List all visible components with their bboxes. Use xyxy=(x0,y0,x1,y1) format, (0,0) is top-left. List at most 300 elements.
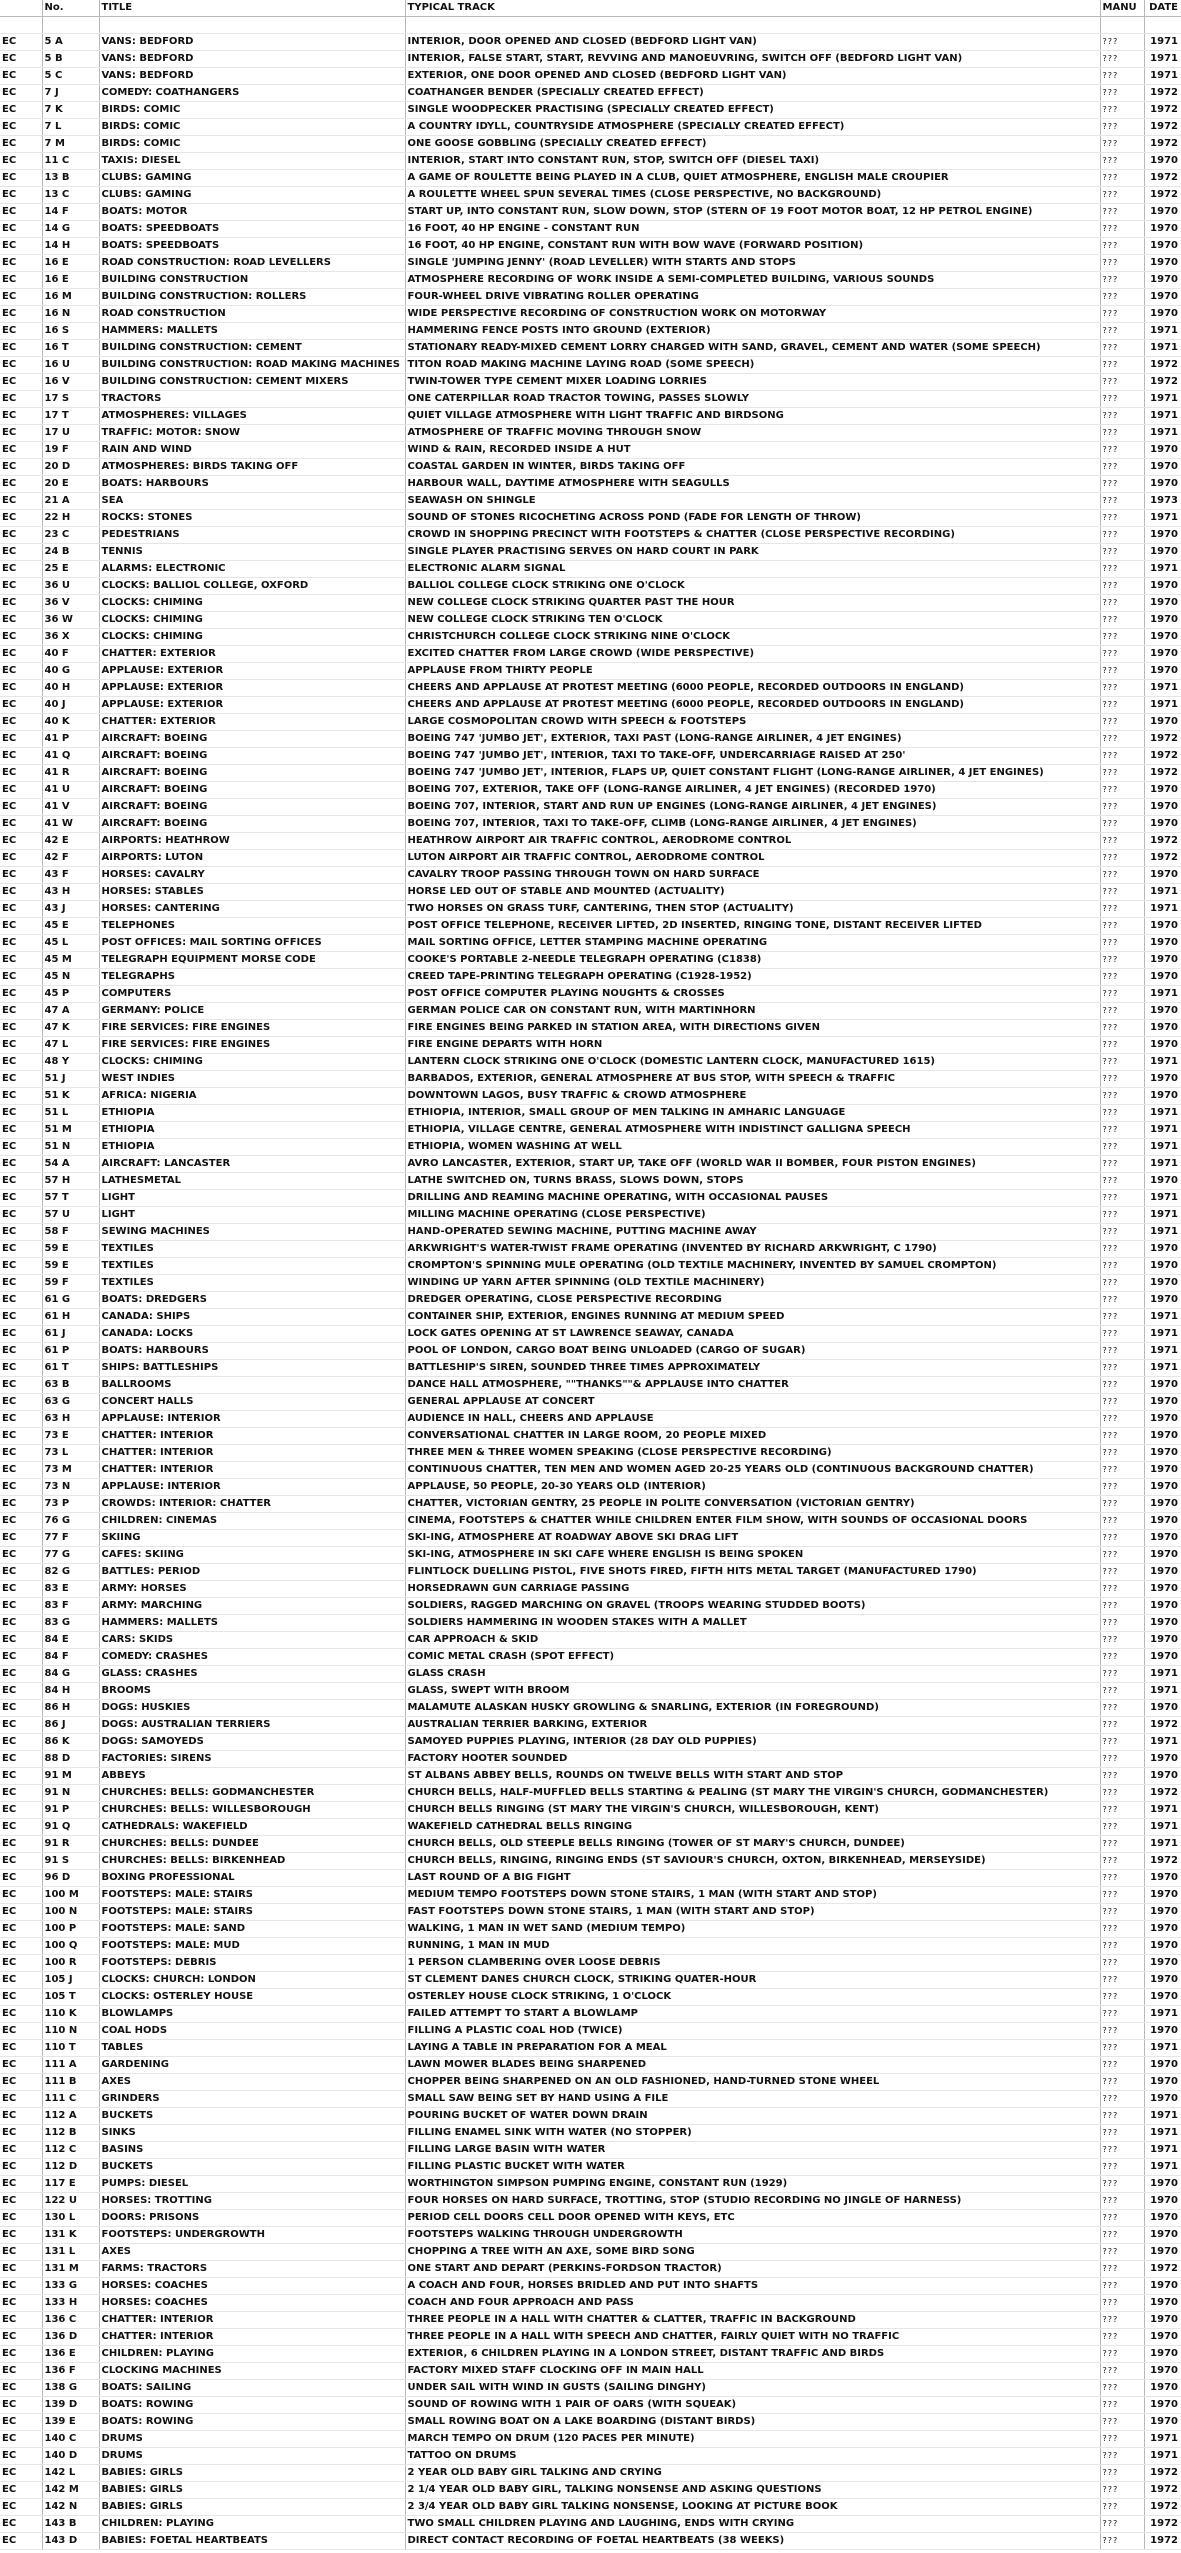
row-date-cell: 1970 xyxy=(1144,204,1181,221)
row-prefix-cell: EC xyxy=(0,629,42,646)
row-title-cell: BOATS: SPEEDBOATS xyxy=(99,221,405,238)
row-number-cell: 61 P xyxy=(42,1343,99,1360)
row-title-cell: CLUBS: GAMING xyxy=(99,187,405,204)
row-track-cell: LAYING A TABLE IN PREPARATION FOR A MEAL xyxy=(405,2040,1100,2057)
row-track-cell: A ROULETTE WHEEL SPUN SEVERAL TIMES (CLOSE PERSPECTIVE, NO BACKGROUND) xyxy=(405,187,1100,204)
row-number-cell: 59 E xyxy=(42,1241,99,1258)
table-row xyxy=(0,221,1181,238)
table-row xyxy=(0,799,1181,816)
row-manu-cell: ??? xyxy=(1100,1836,1144,1853)
row-date-cell: 1971 xyxy=(1144,1734,1181,1751)
row-track-cell: SOUND OF STONES RICOCHETING ACROSS POND (FADE FOR LENGTH OF THROW) xyxy=(405,510,1100,527)
row-number-cell: 84 G xyxy=(42,1666,99,1683)
table-row xyxy=(0,544,1181,561)
row-manu-cell: ??? xyxy=(1100,306,1144,323)
row-date-cell: 1971 xyxy=(1144,1343,1181,1360)
row-date-cell: 1972 xyxy=(1144,136,1181,153)
row-title-cell: COMPUTERS xyxy=(99,986,405,1003)
row-date-cell: 1970 xyxy=(1144,255,1181,272)
row-date-cell: 1970 xyxy=(1144,1649,1181,1666)
row-track-cell: SINGLE 'JUMPING JENNY' (ROAD LEVELLER) WITH STARTS AND STOPS xyxy=(405,255,1100,272)
row-manu-cell: ??? xyxy=(1100,2210,1144,2227)
row-prefix-cell: EC xyxy=(0,1751,42,1768)
row-manu-cell: ??? xyxy=(1100,1224,1144,1241)
row-manu-cell: ??? xyxy=(1100,153,1144,170)
row-track-cell: TATTOO ON DRUMS xyxy=(405,2448,1100,2465)
table-row xyxy=(0,136,1181,153)
table-row xyxy=(0,1751,1181,1768)
row-date-cell: 1971 xyxy=(1144,2448,1181,2465)
row-manu-cell: ??? xyxy=(1100,510,1144,527)
row-title-cell: CHURCHES: BELLS: DUNDEE xyxy=(99,1836,405,1853)
row-title-cell: CAFES: SKIING xyxy=(99,1547,405,1564)
row-number-cell: 13 B xyxy=(42,170,99,187)
row-number-cell: 45 L xyxy=(42,935,99,952)
row-date-cell: 1970 xyxy=(1144,306,1181,323)
row-title-cell: BOATS: HARBOURS xyxy=(99,476,405,493)
row-date-cell: 1970 xyxy=(1144,1445,1181,1462)
table-row xyxy=(0,1224,1181,1241)
row-manu-cell: ??? xyxy=(1100,884,1144,901)
row-prefix-cell: EC xyxy=(0,2227,42,2244)
table-row xyxy=(0,1615,1181,1632)
row-title-cell: GRINDERS xyxy=(99,2091,405,2108)
table-row xyxy=(0,2261,1181,2278)
row-track-cell: CAVALRY TROOP PASSING THROUGH TOWN ON HARD SURFACE xyxy=(405,867,1100,884)
row-title-cell: CLUBS: GAMING xyxy=(99,170,405,187)
row-title-cell: GERMANY: POLICE xyxy=(99,1003,405,1020)
header-number: No. xyxy=(42,0,99,17)
row-title-cell: TEXTILES xyxy=(99,1275,405,1292)
row-number-cell: 51 L xyxy=(42,1105,99,1122)
row-date-cell: 1972 xyxy=(1144,2465,1181,2482)
row-number-cell: 100 M xyxy=(42,1887,99,1904)
row-track-cell: FOOTSTEPS WALKING THROUGH UNDERGROWTH xyxy=(405,2227,1100,2244)
row-date-cell: 1971 xyxy=(1144,2006,1181,2023)
row-title-cell: BIRDS: COMIC xyxy=(99,119,405,136)
row-date-cell: 1971 xyxy=(1144,2108,1181,2125)
row-date-cell: 1970 xyxy=(1144,1173,1181,1190)
row-track-cell: ONE CATERPILLAR ROAD TRACTOR TOWING, PASSES SLOWLY xyxy=(405,391,1100,408)
table-row xyxy=(0,1309,1181,1326)
row-title-cell: SINKS xyxy=(99,2125,405,2142)
row-title-cell: AIRPORTS: LUTON xyxy=(99,850,405,867)
row-number-cell: 42 E xyxy=(42,833,99,850)
table-row xyxy=(0,1360,1181,1377)
table-row xyxy=(0,1836,1181,1853)
row-manu-cell: ??? xyxy=(1100,238,1144,255)
table-row xyxy=(0,2329,1181,2346)
row-title-cell: APPLAUSE: EXTERIOR xyxy=(99,697,405,714)
row-number-cell: 73 L xyxy=(42,1445,99,1462)
row-number-cell: 77 G xyxy=(42,1547,99,1564)
row-manu-cell: ??? xyxy=(1100,799,1144,816)
row-track-cell: CAR APPROACH & SKID xyxy=(405,1632,1100,1649)
row-manu-cell: ??? xyxy=(1100,2278,1144,2295)
row-manu-cell: ??? xyxy=(1100,1649,1144,1666)
row-track-cell: AUDIENCE IN HALL, CHEERS AND APPLAUSE xyxy=(405,1411,1100,1428)
row-date-cell: 1971 xyxy=(1144,1207,1181,1224)
row-date-cell: 1970 xyxy=(1144,2295,1181,2312)
row-title-cell: BOATS: ROWING xyxy=(99,2397,405,2414)
table-row xyxy=(0,2397,1181,2414)
row-title-cell: BUCKETS xyxy=(99,2159,405,2176)
row-track-cell: CHEERS AND APPLAUSE AT PROTEST MEETING (6000 PEOPLE, RECORDED OUTDOORS IN ENGLAND) xyxy=(405,680,1100,697)
row-prefix-cell: EC xyxy=(0,2210,42,2227)
row-number-cell: 5 A xyxy=(42,34,99,51)
row-title-cell: HORSES: TROTTING xyxy=(99,2193,405,2210)
row-prefix-cell: EC xyxy=(0,476,42,493)
row-date-cell: 1970 xyxy=(1144,1292,1181,1309)
row-manu-cell: ??? xyxy=(1100,1666,1144,1683)
header-prefix xyxy=(0,0,42,17)
row-prefix-cell: EC xyxy=(0,1972,42,1989)
row-number-cell: 61 T xyxy=(42,1360,99,1377)
row-date-cell: 1971 xyxy=(1144,391,1181,408)
row-number-cell: 19 F xyxy=(42,442,99,459)
row-manu-cell: ??? xyxy=(1100,2142,1144,2159)
row-manu-cell: ??? xyxy=(1100,2193,1144,2210)
row-title-cell: BABIES: GIRLS xyxy=(99,2482,405,2499)
row-manu-cell: ??? xyxy=(1100,85,1144,102)
row-title-cell: AIRPORTS: HEATHROW xyxy=(99,833,405,850)
row-number-cell: 136 E xyxy=(42,2346,99,2363)
row-track-cell: ONE START AND DEPART (PERKINS-FORDSON TRACTOR) xyxy=(405,2261,1100,2278)
row-number-cell: 84 E xyxy=(42,1632,99,1649)
table-row xyxy=(0,816,1181,833)
row-prefix-cell: EC xyxy=(0,1836,42,1853)
row-manu-cell: ??? xyxy=(1100,1887,1144,1904)
table-row xyxy=(0,442,1181,459)
row-title-cell: AIRCRAFT: BOEING xyxy=(99,816,405,833)
row-title-cell: ALARMS: ELECTRONIC xyxy=(99,561,405,578)
row-prefix-cell: EC xyxy=(0,1989,42,2006)
row-prefix-cell: EC xyxy=(0,544,42,561)
row-manu-cell: ??? xyxy=(1100,1564,1144,1581)
row-number-cell: 11 C xyxy=(42,153,99,170)
row-number-cell: 110 K xyxy=(42,2006,99,2023)
table-row xyxy=(0,2023,1181,2040)
row-prefix-cell: EC xyxy=(0,1003,42,1020)
row-manu-cell: ??? xyxy=(1100,561,1144,578)
row-track-cell: AUSTRALIAN TERRIER BARKING, EXTERIOR xyxy=(405,1717,1100,1734)
row-manu-cell: ??? xyxy=(1100,1054,1144,1071)
row-manu-cell: ??? xyxy=(1100,2295,1144,2312)
row-manu-cell: ??? xyxy=(1100,1020,1144,1037)
row-title-cell: CLOCKING MACHINES xyxy=(99,2363,405,2380)
row-date-cell: 1971 xyxy=(1144,2125,1181,2142)
row-prefix-cell: EC xyxy=(0,1955,42,1972)
row-track-cell: FILLING A PLASTIC COAL HOD (TWICE) xyxy=(405,2023,1100,2040)
row-track-cell: THREE PEOPLE IN A HALL WITH CHATTER & CLATTER, TRAFFIC IN BACKGROUND xyxy=(405,2312,1100,2329)
table-row xyxy=(0,1887,1181,1904)
row-number-cell: 41 V xyxy=(42,799,99,816)
row-title-cell: BOATS: SPEEDBOATS xyxy=(99,238,405,255)
row-prefix-cell: EC xyxy=(0,1921,42,1938)
table-row xyxy=(0,1649,1181,1666)
row-track-cell: BOEING 707, INTERIOR, START AND RUN UP ENGINES (LONG-RANGE AIRLINER, 4 JET ENGINES) xyxy=(405,799,1100,816)
row-manu-cell: ??? xyxy=(1100,1717,1144,1734)
row-manu-cell: ??? xyxy=(1100,2380,1144,2397)
row-date-cell: 1972 xyxy=(1144,2482,1181,2499)
table-row xyxy=(0,2006,1181,2023)
table-row xyxy=(0,2312,1181,2329)
row-title-cell: RAIN AND WIND xyxy=(99,442,405,459)
row-title-cell: CHATTER: INTERIOR xyxy=(99,1445,405,1462)
row-number-cell: 47 K xyxy=(42,1020,99,1037)
row-prefix-cell: EC xyxy=(0,289,42,306)
row-manu-cell: ??? xyxy=(1100,578,1144,595)
row-date-cell: 1970 xyxy=(1144,459,1181,476)
row-title-cell: TELEGRAPHS xyxy=(99,969,405,986)
row-number-cell: 140 C xyxy=(42,2431,99,2448)
row-date-cell: 1971 xyxy=(1144,1224,1181,1241)
table-row xyxy=(0,1513,1181,1530)
table-row xyxy=(0,1479,1181,1496)
row-date-cell: 1971 xyxy=(1144,2142,1181,2159)
row-date-cell: 1970 xyxy=(1144,1428,1181,1445)
row-track-cell: FOUR HORSES ON HARD SURFACE, TROTTING, STOP (STUDIO RECORDING NO JINGLE OF HARNESS) xyxy=(405,2193,1100,2210)
table-row xyxy=(0,2125,1181,2142)
row-number-cell: 16 U xyxy=(42,357,99,374)
row-track-cell: APPLAUSE, 50 PEOPLE, 20-30 YEARS OLD (INTERIOR) xyxy=(405,1479,1100,1496)
row-manu-cell: ??? xyxy=(1100,1207,1144,1224)
row-date-cell: 1970 xyxy=(1144,2227,1181,2244)
row-prefix-cell: EC xyxy=(0,1649,42,1666)
row-manu-cell: ??? xyxy=(1100,1394,1144,1411)
row-manu-cell: ??? xyxy=(1100,2431,1144,2448)
row-title-cell: CANADA: SHIPS xyxy=(99,1309,405,1326)
row-number-cell: 84 F xyxy=(42,1649,99,1666)
row-track-cell: BOEING 747 'JUMBO JET', INTERIOR, TAXI TO TAKE-OFF, UNDERCARRIAGE RAISED AT 250' xyxy=(405,748,1100,765)
row-manu-cell: ??? xyxy=(1100,952,1144,969)
row-number-cell: 45 M xyxy=(42,952,99,969)
row-track-cell: CINEMA, FOOTSTEPS & CHATTER WHILE CHILDREN ENTER FILM SHOW, WITH SOUNDS OF OCCASIONAL DOORS xyxy=(405,1513,1100,1530)
row-manu-cell: ??? xyxy=(1100,1088,1144,1105)
row-title-cell: WEST INDIES xyxy=(99,1071,405,1088)
row-prefix-cell: EC xyxy=(0,2108,42,2125)
row-date-cell: 1973 xyxy=(1144,493,1181,510)
row-date-cell: 1972 xyxy=(1144,1853,1181,1870)
row-date-cell: 1970 xyxy=(1144,1241,1181,1258)
row-manu-cell: ??? xyxy=(1100,1581,1144,1598)
row-number-cell: 43 F xyxy=(42,867,99,884)
row-date-cell: 1970 xyxy=(1144,1904,1181,1921)
row-number-cell: 91 Q xyxy=(42,1819,99,1836)
row-manu-cell: ??? xyxy=(1100,2414,1144,2431)
table-row xyxy=(0,1972,1181,1989)
header-date: DATE xyxy=(1144,0,1181,17)
row-number-cell: 91 N xyxy=(42,1785,99,1802)
row-date-cell: 1970 xyxy=(1144,714,1181,731)
header-row xyxy=(0,0,1181,17)
row-number-cell: 61 G xyxy=(42,1292,99,1309)
row-number-cell: 110 N xyxy=(42,2023,99,2040)
row-title-cell: BUILDING CONSTRUCTION: ROAD MAKING MACHINES xyxy=(99,357,405,374)
row-number-cell: 54 A xyxy=(42,1156,99,1173)
row-number-cell: 45 E xyxy=(42,918,99,935)
row-prefix-cell: EC xyxy=(0,816,42,833)
row-prefix-cell: EC xyxy=(0,2431,42,2448)
row-prefix-cell: EC xyxy=(0,1445,42,1462)
row-title-cell: ROAD CONSTRUCTION: ROAD LEVELLERS xyxy=(99,255,405,272)
row-date-cell: 1970 xyxy=(1144,1615,1181,1632)
row-title-cell: HORSES: COACHES xyxy=(99,2278,405,2295)
row-number-cell: 73 P xyxy=(42,1496,99,1513)
row-title-cell: ARMY: MARCHING xyxy=(99,1598,405,1615)
row-title-cell: CLOCKS: CHIMING xyxy=(99,595,405,612)
row-title-cell: ABBEYS xyxy=(99,1768,405,1785)
table-row xyxy=(0,561,1181,578)
row-number-cell: 139 D xyxy=(42,2397,99,2414)
row-date-cell: 1970 xyxy=(1144,2346,1181,2363)
row-date-cell: 1972 xyxy=(1144,833,1181,850)
table-row xyxy=(0,340,1181,357)
row-title-cell: BABIES: GIRLS xyxy=(99,2499,405,2516)
row-prefix-cell: EC xyxy=(0,2159,42,2176)
row-manu-cell: ??? xyxy=(1100,2091,1144,2108)
row-date-cell: 1970 xyxy=(1144,1598,1181,1615)
row-date-cell: 1970 xyxy=(1144,1003,1181,1020)
row-manu-cell: ??? xyxy=(1100,1037,1144,1054)
row-title-cell: BABIES: FOETAL HEARTBEATS xyxy=(99,2533,405,2550)
table-row xyxy=(0,2108,1181,2125)
row-track-cell: MEDIUM TEMPO FOOTSTEPS DOWN STONE STAIRS, 1 MAN (WITH START AND STOP) xyxy=(405,1887,1100,1904)
table-row xyxy=(0,884,1181,901)
row-manu-cell: ??? xyxy=(1100,102,1144,119)
row-number-cell: 16 E xyxy=(42,255,99,272)
row-date-cell: 1970 xyxy=(1144,1564,1181,1581)
row-number-cell: 91 M xyxy=(42,1768,99,1785)
row-date-cell: 1970 xyxy=(1144,1972,1181,1989)
row-prefix-cell: EC xyxy=(0,2142,42,2159)
table-row xyxy=(0,595,1181,612)
row-date-cell: 1971 xyxy=(1144,561,1181,578)
row-manu-cell: ??? xyxy=(1100,646,1144,663)
row-manu-cell: ??? xyxy=(1100,204,1144,221)
row-track-cell: TWO SMALL CHILDREN PLAYING AND LAUGHING, ENDS WITH CRYING xyxy=(405,2516,1100,2533)
row-title-cell: BOATS: DREDGERS xyxy=(99,1292,405,1309)
row-title-cell: CHATTER: INTERIOR xyxy=(99,1462,405,1479)
row-date-cell: 1970 xyxy=(1144,153,1181,170)
table-row xyxy=(0,2346,1181,2363)
table-row xyxy=(0,1020,1181,1037)
row-prefix-cell: EC xyxy=(0,1156,42,1173)
table-row xyxy=(0,612,1181,629)
row-prefix-cell: EC xyxy=(0,1275,42,1292)
row-prefix-cell: EC xyxy=(0,527,42,544)
table-row xyxy=(0,51,1181,68)
row-prefix-cell: EC xyxy=(0,493,42,510)
table-row xyxy=(0,1173,1181,1190)
spacer-row xyxy=(0,17,1181,34)
table-row xyxy=(0,1088,1181,1105)
table-row xyxy=(0,2295,1181,2312)
row-title-cell: APPLAUSE: EXTERIOR xyxy=(99,663,405,680)
row-manu-cell: ??? xyxy=(1100,476,1144,493)
row-date-cell: 1970 xyxy=(1144,1071,1181,1088)
row-date-cell: 1970 xyxy=(1144,476,1181,493)
row-prefix-cell: EC xyxy=(0,1241,42,1258)
row-manu-cell: ??? xyxy=(1100,782,1144,799)
row-manu-cell: ??? xyxy=(1100,2023,1144,2040)
row-title-cell: FOOTSTEPS: MALE: MUD xyxy=(99,1938,405,1955)
row-title-cell: AXES xyxy=(99,2074,405,2091)
row-title-cell: SEWING MACHINES xyxy=(99,1224,405,1241)
table-row xyxy=(0,731,1181,748)
row-date-cell: 1971 xyxy=(1144,986,1181,1003)
table-row xyxy=(0,425,1181,442)
row-date-cell: 1972 xyxy=(1144,119,1181,136)
row-prefix-cell: EC xyxy=(0,1020,42,1037)
row-prefix-cell: EC xyxy=(0,765,42,782)
row-title-cell: BOXING PROFESSIONAL xyxy=(99,1870,405,1887)
row-prefix-cell: EC xyxy=(0,2193,42,2210)
row-prefix-cell: EC xyxy=(0,1224,42,1241)
table-row xyxy=(0,1275,1181,1292)
row-manu-cell: ??? xyxy=(1100,459,1144,476)
row-title-cell: BUILDING CONSTRUCTION: CEMENT xyxy=(99,340,405,357)
row-track-cell: HARBOUR WALL, DAYTIME ATMOSPHERE WITH SEAGULLS xyxy=(405,476,1100,493)
row-manu-cell: ??? xyxy=(1100,1173,1144,1190)
row-prefix-cell: EC xyxy=(0,2295,42,2312)
row-title-cell: BUILDING CONSTRUCTION: CEMENT MIXERS xyxy=(99,374,405,391)
row-prefix-cell: EC xyxy=(0,799,42,816)
row-manu-cell: ??? xyxy=(1100,1547,1144,1564)
row-date-cell: 1971 xyxy=(1144,1819,1181,1836)
row-date-cell: 1972 xyxy=(1144,2261,1181,2278)
table-row xyxy=(0,1428,1181,1445)
row-prefix-cell: EC xyxy=(0,2074,42,2091)
table-row xyxy=(0,391,1181,408)
row-title-cell: HAMMERS: MALLETS xyxy=(99,1615,405,1632)
table-row xyxy=(0,187,1181,204)
table-row xyxy=(0,833,1181,850)
row-manu-cell: ??? xyxy=(1100,2516,1144,2533)
row-title-cell: VANS: BEDFORD xyxy=(99,68,405,85)
row-title-cell: FARMS: TRACTORS xyxy=(99,2261,405,2278)
row-prefix-cell: EC xyxy=(0,2363,42,2380)
row-date-cell: 1971 xyxy=(1144,340,1181,357)
row-title-cell: COAL HODS xyxy=(99,2023,405,2040)
table-row xyxy=(0,867,1181,884)
row-manu-cell: ??? xyxy=(1100,1105,1144,1122)
row-date-cell: 1971 xyxy=(1144,323,1181,340)
row-track-cell: ST CLEMENT DANES CHURCH CLOCK, STRIKING QUATER-HOUR xyxy=(405,1972,1100,1989)
row-manu-cell: ??? xyxy=(1100,323,1144,340)
row-track-cell: DANCE HALL ATMOSPHERE, ""THANKS""& APPLAUSE INTO CHATTER xyxy=(405,1377,1100,1394)
row-track-cell: SOLDIERS HAMMERING IN WOODEN STAKES WITH A MALLET xyxy=(405,1615,1100,1632)
table-row xyxy=(0,1632,1181,1649)
row-track-cell: SEAWASH ON SHINGLE xyxy=(405,493,1100,510)
row-prefix-cell: EC xyxy=(0,1632,42,1649)
row-manu-cell: ??? xyxy=(1100,2040,1144,2057)
row-prefix-cell: EC xyxy=(0,306,42,323)
row-prefix-cell: EC xyxy=(0,1887,42,1904)
row-prefix-cell: EC xyxy=(0,1598,42,1615)
table-row xyxy=(0,1258,1181,1275)
table-row xyxy=(0,1377,1181,1394)
row-prefix-cell: EC xyxy=(0,2261,42,2278)
row-date-cell: 1970 xyxy=(1144,2278,1181,2295)
row-date-cell: 1972 xyxy=(1144,2533,1181,2550)
table-row xyxy=(0,1207,1181,1224)
table-row xyxy=(0,102,1181,119)
row-number-cell: 122 U xyxy=(42,2193,99,2210)
row-prefix-cell: EC xyxy=(0,2516,42,2533)
row-prefix-cell: EC xyxy=(0,935,42,952)
table-row xyxy=(0,408,1181,425)
